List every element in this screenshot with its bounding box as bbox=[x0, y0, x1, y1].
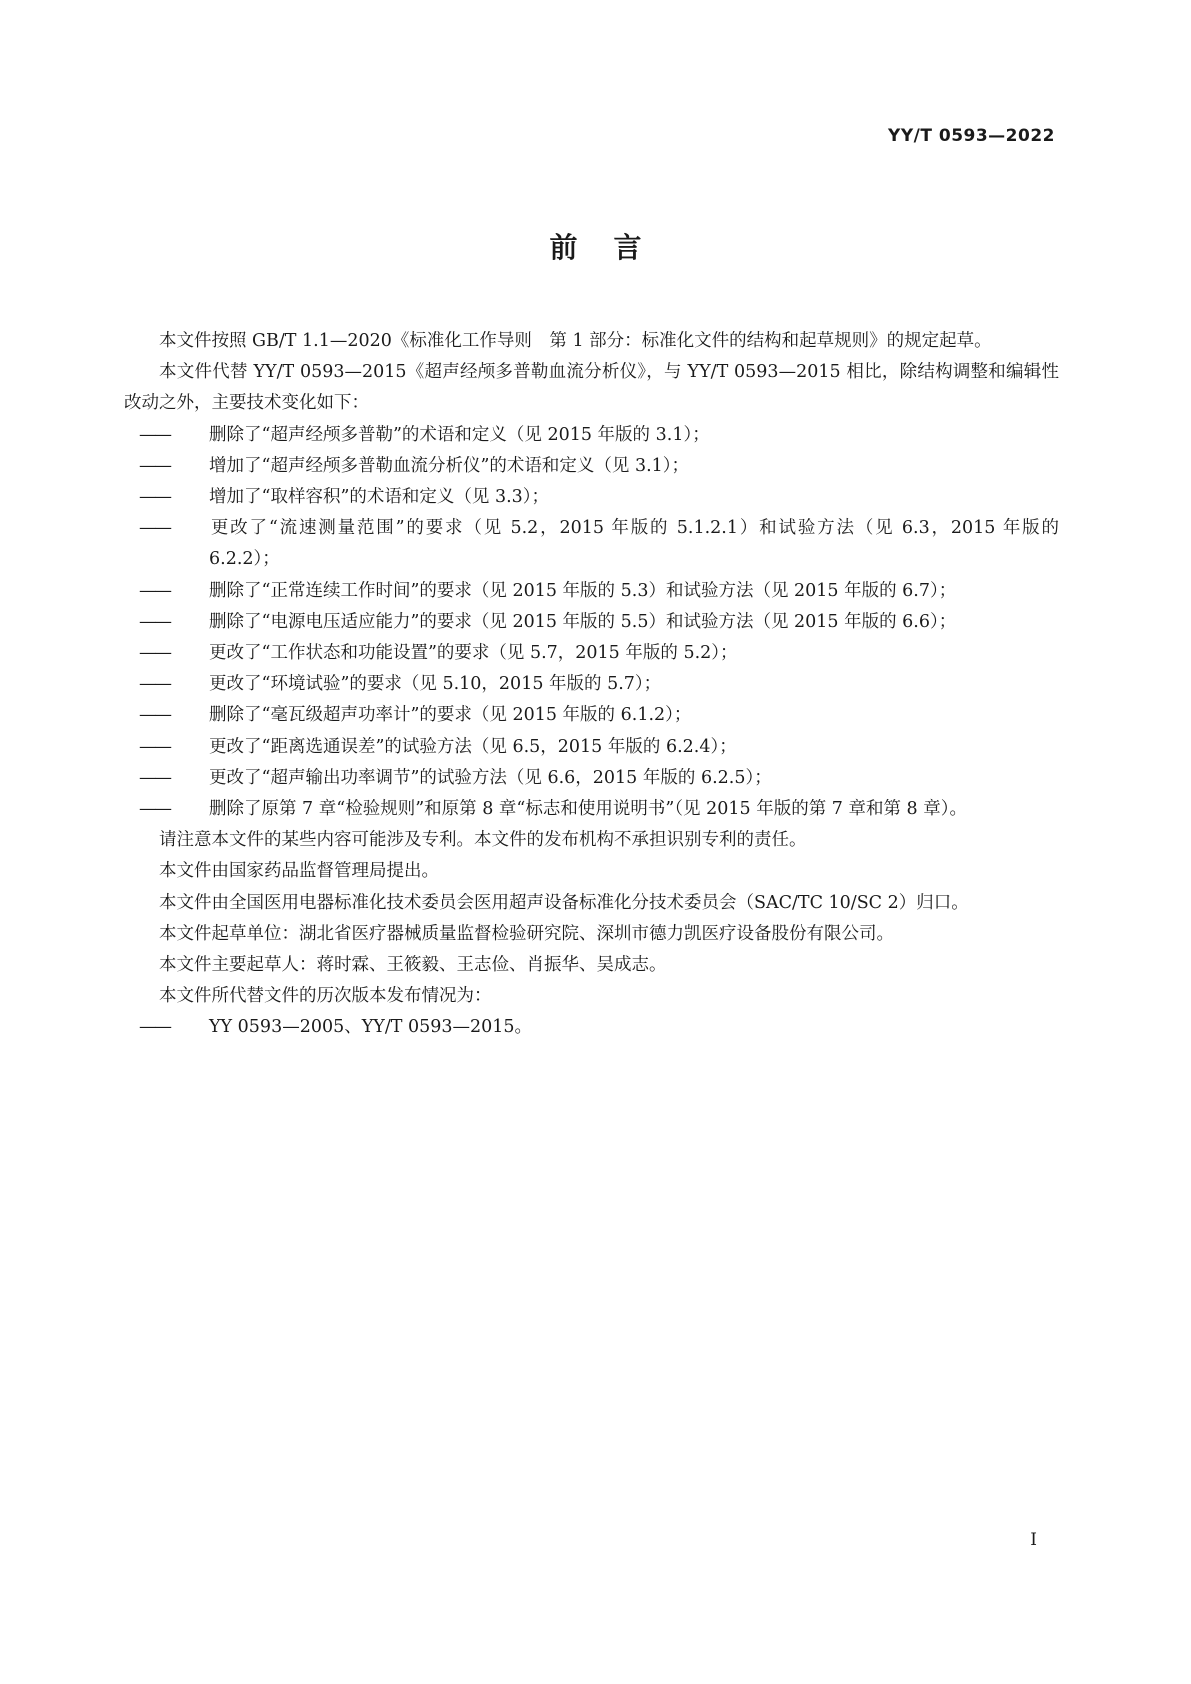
dash-marker: —— bbox=[139, 518, 170, 539]
document-number: YY/T 0593—2022 bbox=[888, 126, 1055, 146]
dash-marker: —— bbox=[139, 674, 170, 695]
list-item-text: 更改了“工作状态和功能设置”的要求（见 5.7，2015 年版的 5.2）； bbox=[209, 643, 738, 664]
paragraph: 本文件按照 GB/T 1.1—2020《标准化工作导则 第 1 部分：标准化文件的结构和起草规则》的规定起草。 bbox=[159, 331, 992, 351]
dash-marker: —— bbox=[139, 424, 170, 445]
list-item bbox=[124, 732, 1059, 763]
patent-notice: 请注意本文件的某些内容可能涉及专利。本文件的发布机构不承担识别专利的责任。 bbox=[159, 830, 807, 851]
list-item bbox=[124, 420, 1059, 451]
foreword-body bbox=[124, 326, 1059, 1044]
list-item-text: 增加了“超声经颅多普勒血流分析仪”的术语和定义（见 3.1）； bbox=[209, 455, 690, 476]
list-item-text: 删除了原第 7 章“检验规则”和原第 8 章“标志和使用说明书”（见 2015 年版的第 7 章和第 8 章）。 bbox=[209, 799, 967, 820]
list-item bbox=[124, 576, 1059, 607]
list-item-text: 删除了“正常连续工作时间”的要求（见 2015 年版的 5.3）和试验方法（见 2015 年版的 6.7）； bbox=[209, 580, 957, 601]
dash-marker: —— bbox=[139, 767, 170, 788]
list-item-text: 更改了“流速测量范围”的要求（见 5.2，2015 年版的 5.1.2.1）和试验方法（见 6.3，2015 年版的 6.2.2）； bbox=[209, 518, 1059, 570]
list-item bbox=[124, 763, 1059, 794]
dash-marker: —— bbox=[139, 1017, 170, 1038]
list-item-text: 更改了“环境试验”的要求（见 5.10，2015 年版的 5.7）； bbox=[209, 674, 662, 695]
history-item-text: YY 0593—2005、YY/T 0593—2015。 bbox=[209, 1017, 533, 1038]
list-item-text: 更改了“超声输出功率调节”的试验方法（见 6.6，2015 年版的 6.2.5）； bbox=[209, 767, 772, 788]
list-item bbox=[124, 638, 1059, 669]
drafting-units-paragraph: 本文件起草单位：湖北省医疗器械质量监督检验研究院、深圳市德力凯医疗设备股份有限公司。 bbox=[159, 923, 894, 944]
list-item bbox=[124, 482, 1059, 513]
list-item bbox=[124, 669, 1059, 700]
committee-paragraph: 本文件由全国医用电器标准化技术委员会医用超声设备标准化分技术委员会（SAC/TC 10/SC 2）归口。 bbox=[159, 892, 969, 913]
drafters-paragraph: 本文件主要起草人：蒋时霖、王筱毅、王志俭、肖振华、吴成志。 bbox=[159, 955, 667, 976]
dash-marker: —— bbox=[139, 799, 170, 820]
list-item-text: 删除了“电源电压适应能力”的要求（见 2015 年版的 5.5）和试验方法（见 2015 年版的 6.6）； bbox=[209, 611, 957, 632]
paragraph: 本文件代替 YY/T 0593—2015《超声经颅多普勒血流分析仪》，与 YY/T 0593—2015 相比，除结构调整和编辑性改动之外，主要技术变化如下： bbox=[124, 362, 1059, 414]
technical-changes-list bbox=[124, 420, 1059, 826]
list-item-text: 更改了“距离选通误差”的试验方法（见 6.5，2015 年版的 6.2.4）； bbox=[209, 736, 737, 757]
proposer-paragraph: 本文件由国家药品监督管理局提出。 bbox=[159, 861, 439, 882]
dash-marker: —— bbox=[139, 705, 170, 726]
dash-marker: —— bbox=[139, 736, 170, 757]
history-intro-paragraph: 本文件所代替文件的历次版本发布情况为： bbox=[159, 986, 492, 1007]
list-item bbox=[124, 700, 1059, 731]
history-item bbox=[124, 1012, 1059, 1043]
section-heading: 前言 bbox=[549, 231, 678, 264]
list-item bbox=[124, 513, 1059, 575]
dash-marker: —— bbox=[139, 580, 170, 601]
list-item bbox=[124, 451, 1059, 482]
list-item-text: 删除了“超声经颅多普勒”的术语和定义（见 2015 年版的 3.1）； bbox=[209, 424, 710, 445]
list-item-text: 删除了“毫瓦级超声功率计”的要求（见 2015 年版的 6.1.2）； bbox=[209, 705, 692, 726]
dash-marker: —— bbox=[139, 611, 170, 632]
dash-marker: —— bbox=[139, 643, 170, 664]
list-item bbox=[124, 607, 1059, 638]
dash-marker: —— bbox=[139, 487, 170, 508]
list-item-text: 增加了“取样容积”的术语和定义（见 3.3）； bbox=[209, 487, 550, 508]
page-number: I bbox=[1030, 1530, 1037, 1550]
list-item bbox=[124, 794, 1059, 825]
dash-marker: —— bbox=[139, 455, 170, 476]
